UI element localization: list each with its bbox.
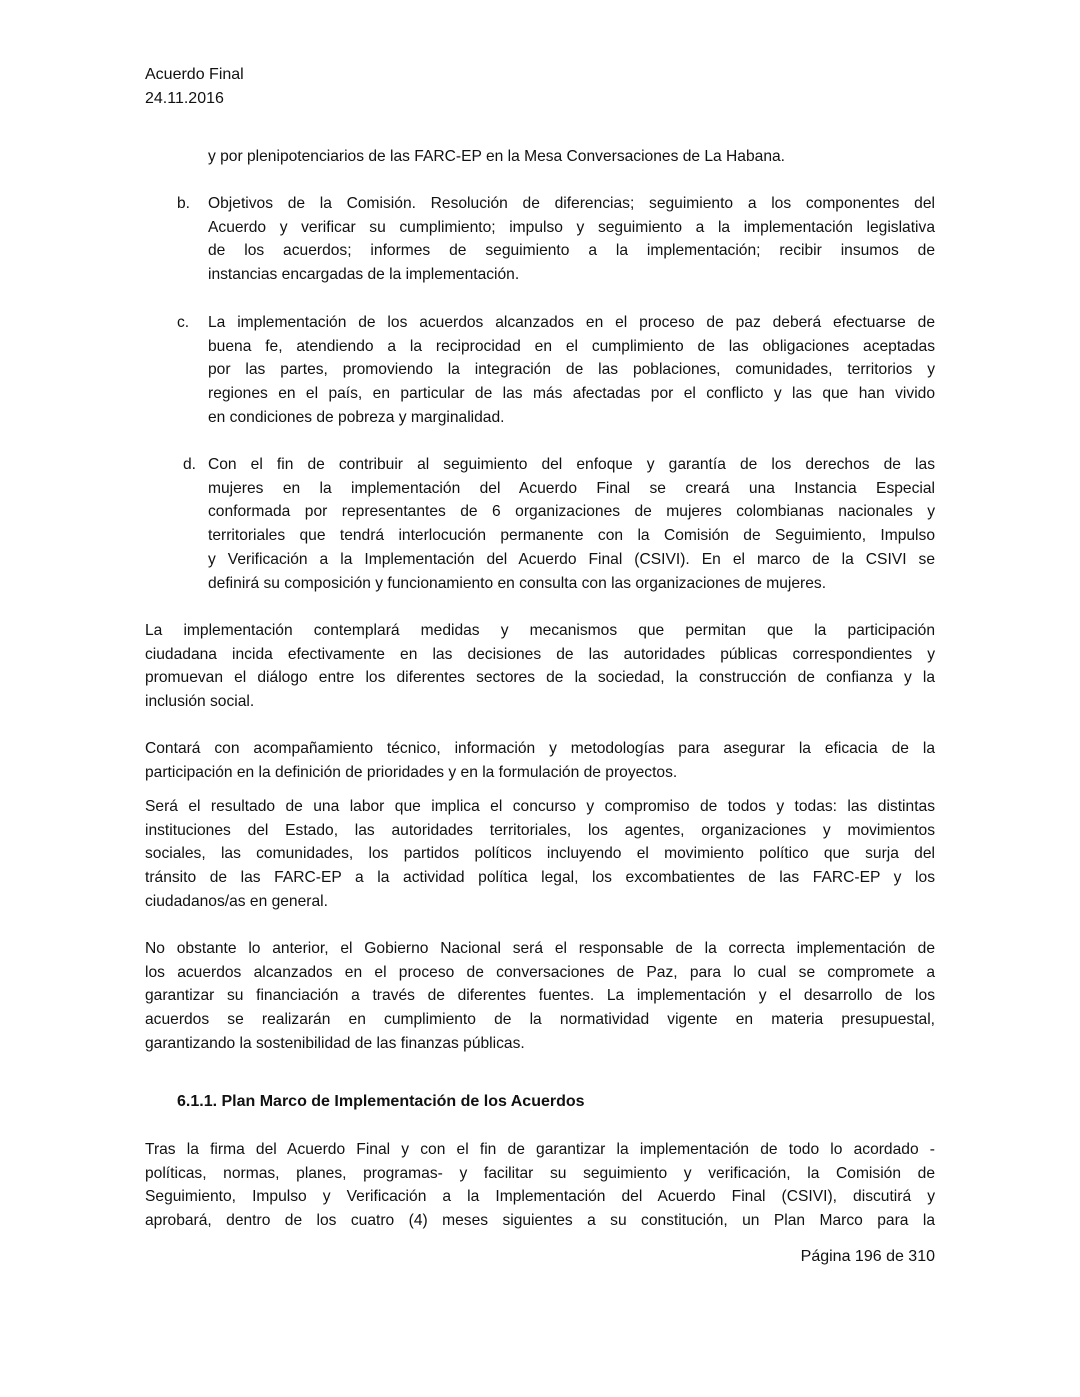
- page-number: Página 196 de 310: [800, 1248, 935, 1265]
- text-line: mujeres en la implementación del Acuerdo Final se creará una Instancia Especial: [208, 479, 935, 497]
- text-line: ciudadana incida efectivamente en las decisiones de las autoridades públicas correspondientes y: [145, 645, 935, 663]
- text-line: Objetivos de la Comisión. Resolución de diferencias; seguimiento a los componentes del: [208, 195, 935, 212]
- text-line: No obstante lo anterior, el Gobierno Nacional será el responsable de la correcta implementación de: [145, 940, 935, 957]
- text-line: Acuerdo y verificar su cumplimiento; impulso y seguimiento a la implementación legislativa: [208, 218, 935, 236]
- text-line: aprobará, dentro de los cuatro (4) meses siguientes a su constitución, un Plan Marco para la: [145, 1212, 935, 1230]
- text-line: Con el fin de contribuir al seguimiento del enfoque y garantía de los derechos de las: [208, 456, 935, 473]
- list-item: [208, 453, 935, 595]
- text-line: garantizando la sostenibilidad de las finanzas públicas.: [145, 1034, 525, 1052]
- text-line: sociales, las comunidades, los partidos políticos incluyendo el movimiento político que surja del: [145, 845, 935, 863]
- text-line: acuerdos se realizarán en cumplimiento de la normatividad vigente en materia presupuestal,: [145, 1011, 935, 1029]
- text-line: políticas, normas, planes, programas- y facilitar su seguimiento y verificación, la Comisión de: [145, 1164, 935, 1182]
- paragraph: [145, 619, 935, 714]
- text-line: ciudadanos/as en general.: [145, 892, 328, 910]
- list-item: [208, 192, 935, 287]
- text-line: de los acuerdos; informes de seguimiento a la implementación; recibir insumos de: [208, 242, 935, 260]
- text-line: definirá su composición y funcionamiento en consulta con las organizaciones de mujeres.: [208, 574, 827, 592]
- text-line: y Verificación a la Implementación del Acuerdo Final (CSIVI). En el marco de la CSIVI se: [208, 550, 935, 568]
- document-title: Acuerdo Final: [145, 66, 244, 83]
- text-line: Seguimiento, Impulso y Verificación a la Implementación del Acuerdo Final (CSIVI), discutirá y: [145, 1188, 935, 1206]
- text-line: inclusión social.: [145, 693, 255, 711]
- text-line: instancias encargadas de la implementación.: [208, 266, 520, 284]
- paragraph: [145, 1138, 935, 1233]
- text-line: promuevan el diálogo entre los diferentes sectores de la sociedad, la construcción de confianza y la: [145, 669, 935, 687]
- text-line: buena fe, atendiendo a la reciprocidad en el cumplimiento de las obligaciones aceptadas: [208, 337, 935, 355]
- list-marker: d.: [183, 456, 197, 473]
- text-line: conformada por representantes de 6 organizaciones de mujeres colombianas nacionales y: [208, 503, 935, 521]
- text-line: Contará con acompañamiento técnico, información y metodologías para asegurar la eficacia de la: [145, 740, 935, 757]
- list-marker: b.: [177, 195, 191, 212]
- text-line: en condiciones de pobreza y marginalidad.: [208, 408, 505, 426]
- text-line: por las partes, promoviendo la integración de las poblaciones, comunidades, territorios y: [208, 361, 935, 379]
- text-line: La implementación de los acuerdos alcanzados en el proceso de paz deberá efectuarse de: [208, 314, 935, 331]
- list-marker: c.: [177, 314, 190, 331]
- text-line: tránsito de las FARC-EP a la actividad política legal, los excombatientes de las FARC-EP y los: [145, 869, 935, 887]
- text-line: participación en la definición de prioridades y en la formulación de proyectos.: [145, 763, 678, 781]
- text-line: instituciones del Estado, las autoridades territoriales, los agentes, organizaciones y movimientos: [145, 821, 935, 839]
- text-line: y por plenipotenciarios de las FARC-EP en la Mesa Conversaciones de La Habana.: [208, 148, 786, 165]
- section-heading: 6.1.1. Plan Marco de Implementación de los Acuerdos: [177, 1093, 585, 1110]
- text-line: regiones en el país, en particular de las más afectadas por el conflicto y las que han vivido: [208, 385, 935, 403]
- text-line: Será el resultado de una labor que implica el concurso y compromiso de todos y todas: las distintas: [145, 798, 935, 815]
- document-date: 24.11.2016: [145, 90, 224, 107]
- text-line: Tras la firma del Acuerdo Final y con el fin de garantizar la implementación de todo lo acordado -: [145, 1141, 935, 1158]
- paragraph: [145, 737, 935, 784]
- list-item: [208, 145, 935, 169]
- paragraph: [145, 937, 935, 1056]
- text-line: La implementación contemplará medidas y mecanismos que permitan que la participación: [145, 622, 935, 639]
- text-line: territoriales que tendrá interlocución permanente con la Comisión de Seguimiento, Impulso: [208, 527, 935, 545]
- paragraph: [145, 795, 935, 914]
- list-item: [208, 311, 935, 430]
- text-line: los acuerdos alcanzados en el proceso de conversaciones de Paz, para lo cual se compromete a: [145, 963, 935, 981]
- text-line: garantizar su financiación a través de diferentes fuentes. La implementación y el desarrollo de los: [145, 987, 935, 1005]
